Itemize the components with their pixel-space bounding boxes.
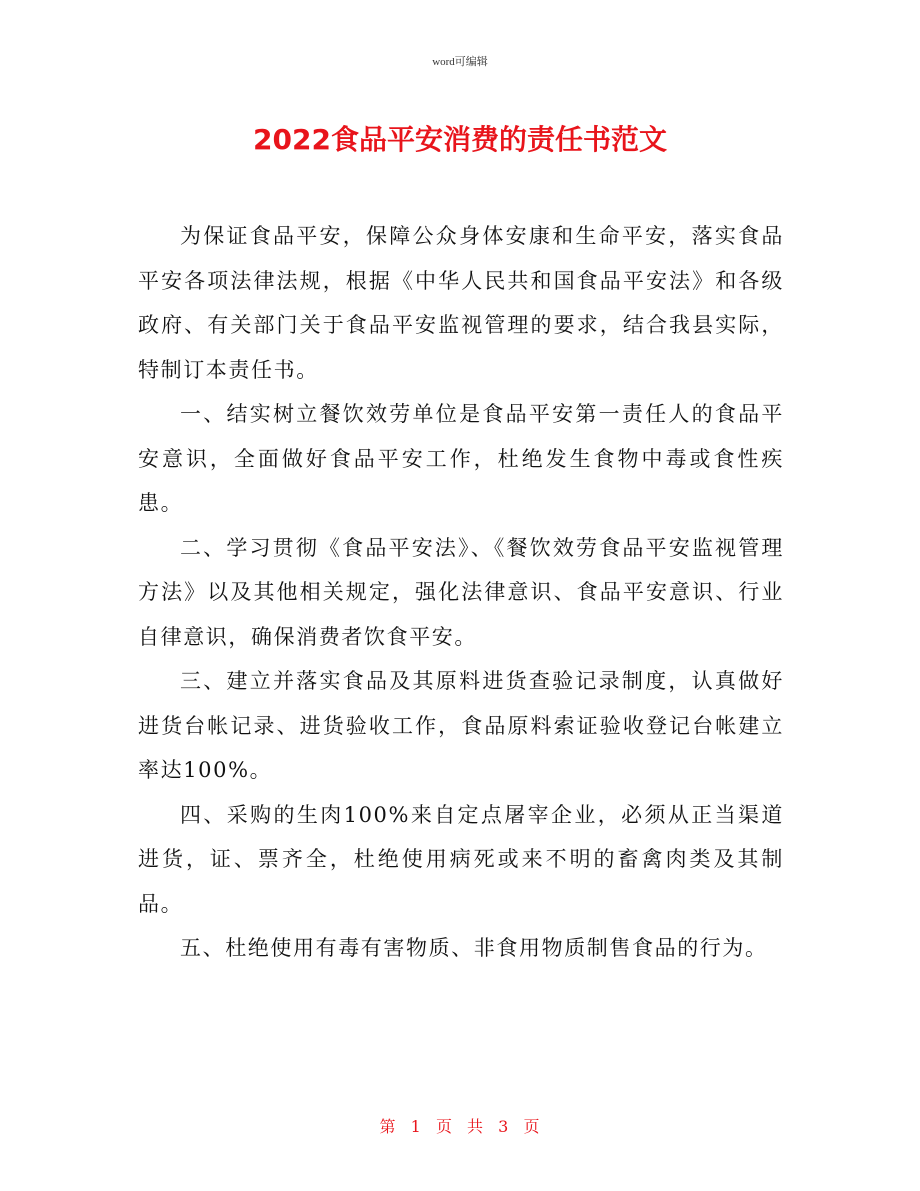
paragraph-item-2: 二、学习贯彻《食品平安法》、《餐饮效劳食品平安监视管理方法》以及其他相关规定，强化法律意识、食品平安意识、行业自律意识，确保消费者饮食平安。 bbox=[138, 535, 784, 649]
footer-current-page: 1 bbox=[410, 1117, 422, 1136]
footer-page-word: 页 bbox=[435, 1117, 453, 1136]
footer-total-word: 共 bbox=[467, 1117, 485, 1136]
paragraph-item-4: 四、采购的生肉100%来自定点屠宰企业，必须从正当渠道进货，证、票齐全，杜绝使用病死或来不明的畜禽肉类及其制品。 bbox=[138, 802, 784, 916]
footer-prefix: 第 bbox=[379, 1117, 397, 1136]
header-note: word可编辑 bbox=[432, 56, 488, 68]
paragraph-intro: 为保证食品平安，保障公众身体安康和生命平安，落实食品平安各项法律法规，根据《中华人民共和国食品平安法》和各级政府、有关部门关于食品平安监视管理的要求，结合我县实际，特制订本责任书。 bbox=[138, 224, 784, 382]
paragraph-item-3: 三、建立并落实食品及其原料进货查验记录制度，认真做好进货台帐记录、进货验收工作，食品原料索证验收登记台帐建立率达100%。 bbox=[138, 669, 784, 782]
document-title: 2022食品平安消费的责任书范文 bbox=[253, 123, 667, 156]
page-number-footer bbox=[0, 1114, 920, 1137]
footer-total-pages: 3 bbox=[498, 1117, 510, 1136]
document-body bbox=[138, 214, 784, 971]
paragraph-item-1: 一、结实树立餐饮效劳单位是食品平安第一责任人的食品平安意识，全面做好食品平安工作，杜绝发生食物中毒或食性疾患。 bbox=[138, 402, 784, 515]
footer-suffix: 页 bbox=[523, 1117, 541, 1136]
paragraph-item-5: 五、杜绝使用有毒有害物质、非食用物质制售食品的行为。 bbox=[180, 936, 768, 960]
